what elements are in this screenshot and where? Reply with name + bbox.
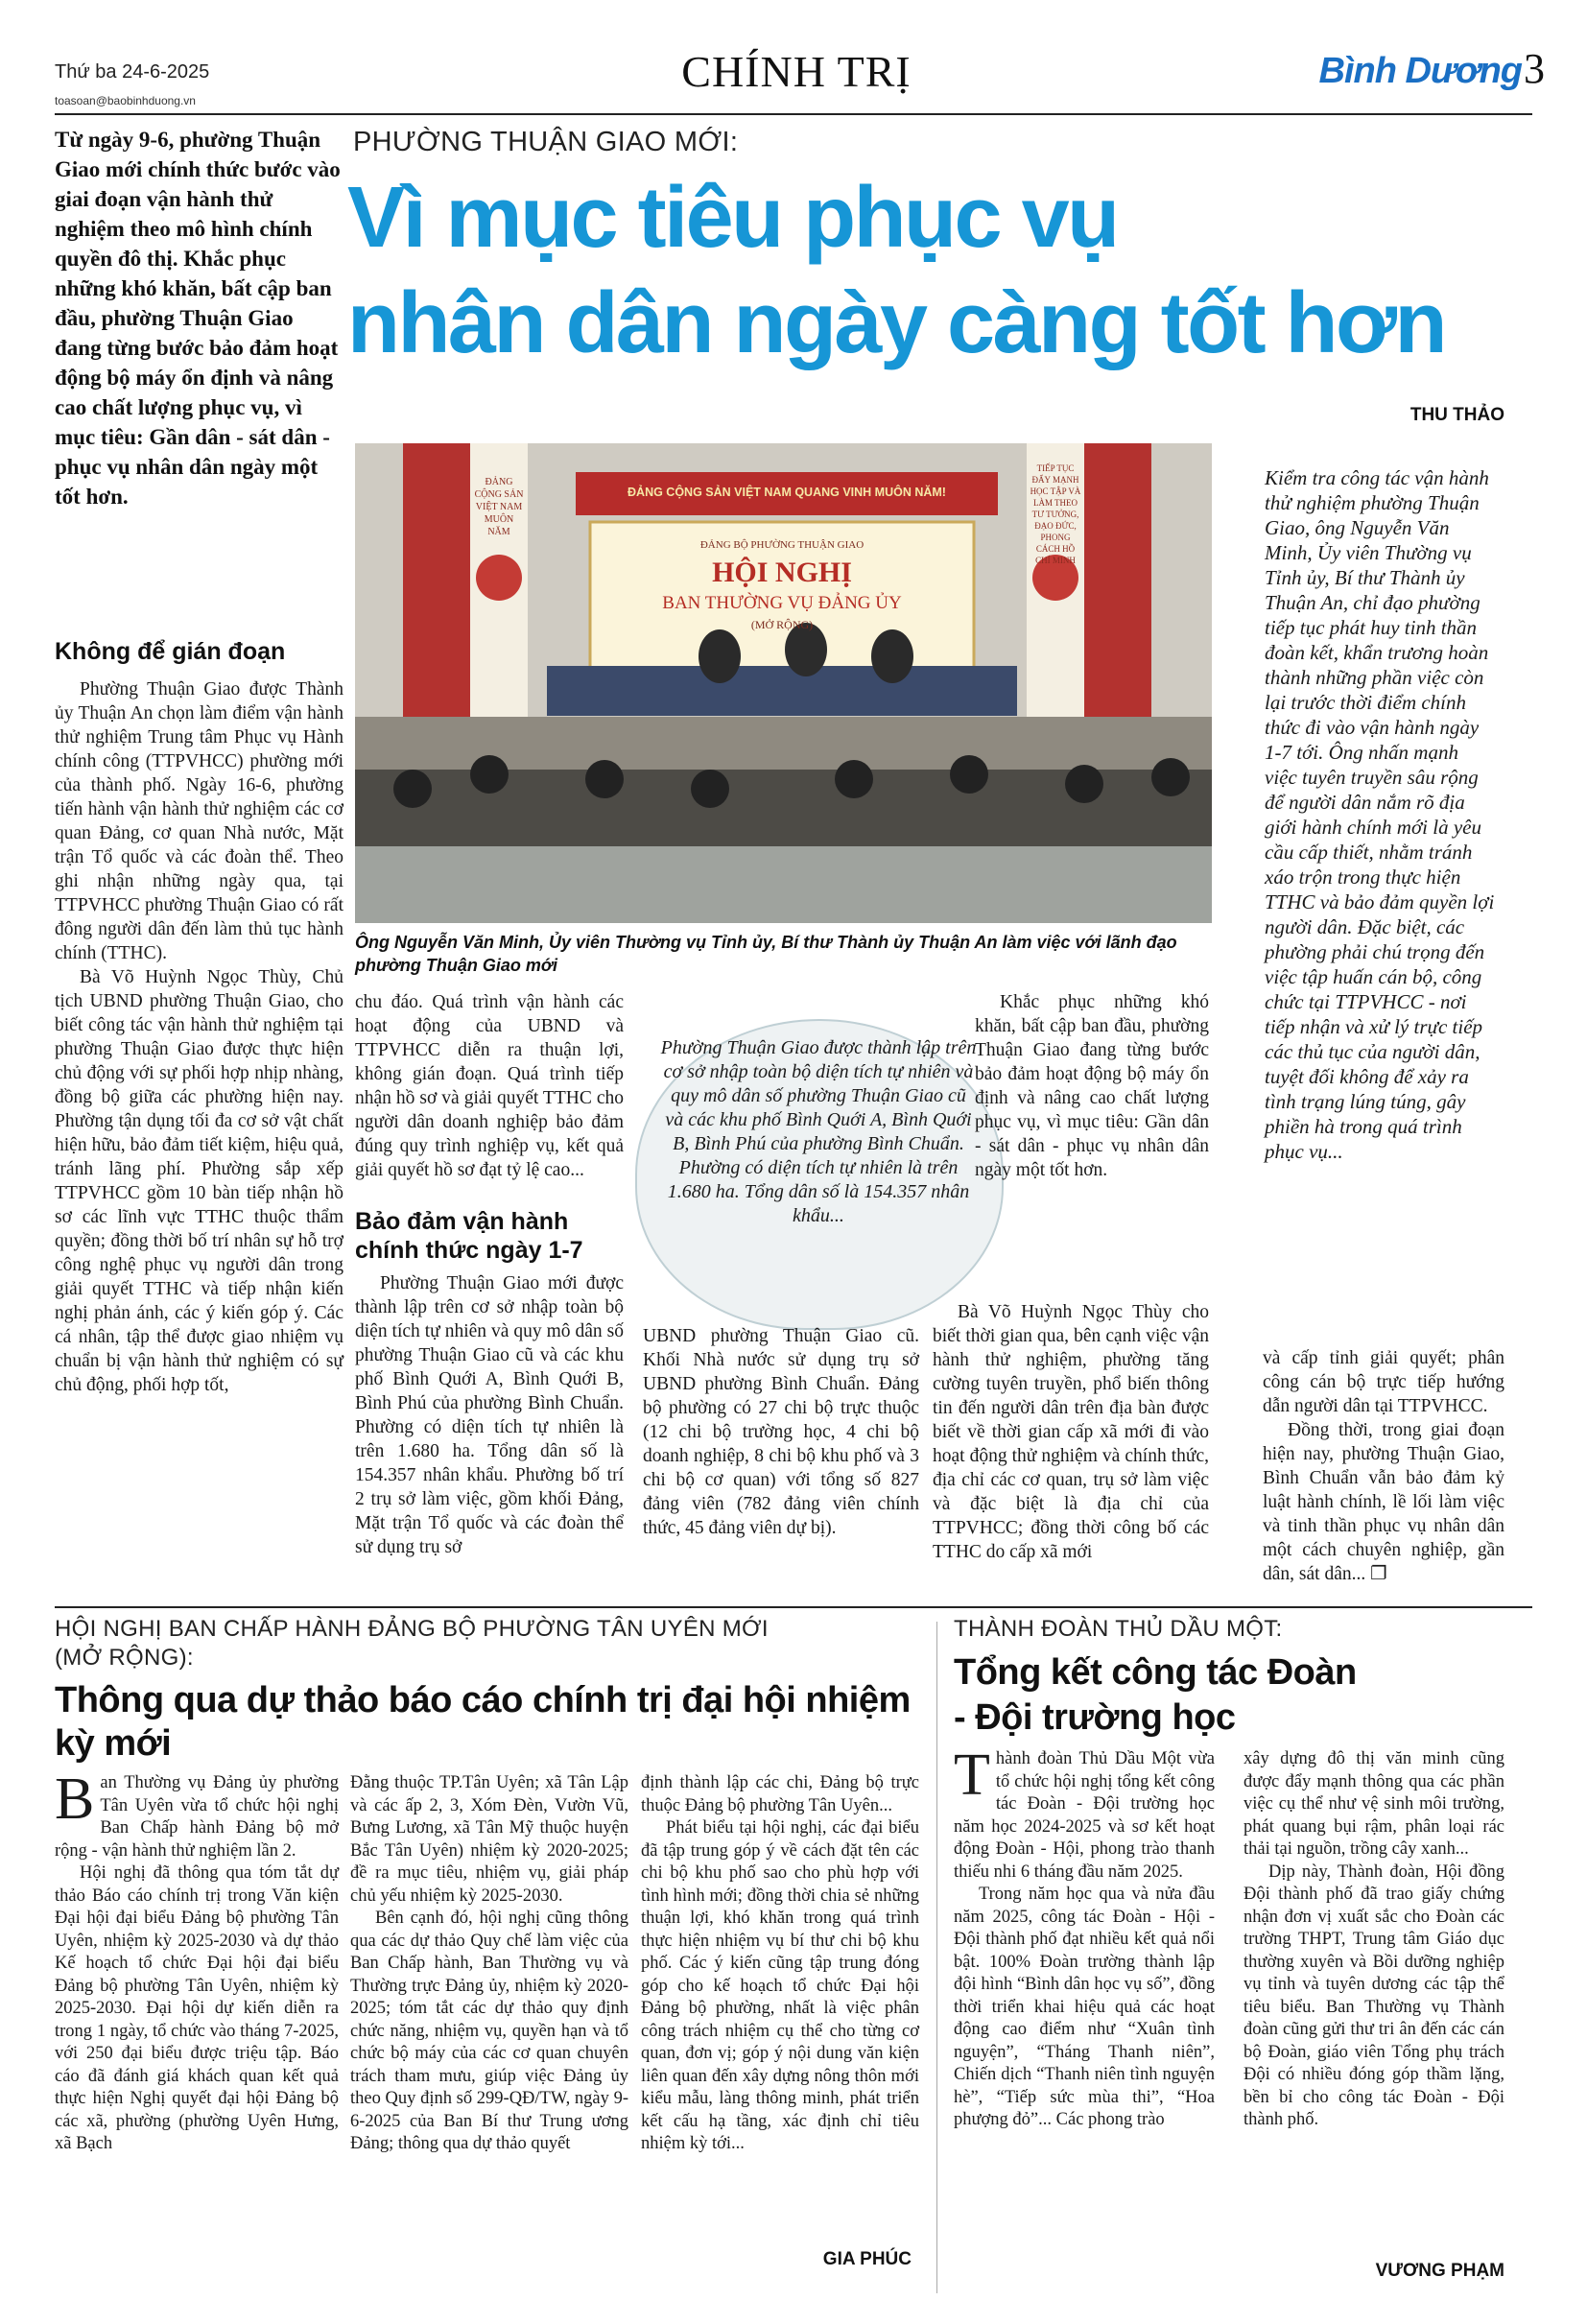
- header-rule: [55, 113, 1532, 115]
- article1-title-line1: Vì mục tiêu phục vụ: [347, 170, 1118, 266]
- paragraph: chu đáo. Quá trình vận hành các hoạt động của UBND và TTPVHCC diễn ra thuận lợi, không gián đoạn. Quá trình tiếp nhận hồ sơ và giải quyết TTHC cho người dân doanh nghiệp bảo đảm đúng quy trình nghiệp vụ, kết quả giải quyết hồ sơ đạt tỷ lệ cao...: [355, 992, 624, 1180]
- paragraph: Dịp này, Thành đoàn, Hội đồng Đội thành phố đã trao giấy chứng nhận đơn vị xuất sắc cho Đoàn các trường THPT, Trung tâm Giáo dục thường xuyên và Bồi dưỡng nghiệp vụ tỉnh và tuyên dương các tập thể tiêu biểu. Ban Thường vụ Thành đoàn cũng gửi thư tri ân đến các cán bộ Đoàn, giáo viên Tổng phụ trách Đội có nhiều đóng góp thầm lặng, bền bỉ cho công tác Đoàn - Đội thành phố.: [1244, 1862, 1504, 2129]
- paragraph: [55, 1767, 339, 1862]
- paragraph: Trong năm học qua và nửa đầu năm 2025, công tác Đoàn - Hội - Đội thành phố đạt nhiều kết quả nổi bật. 100% Đoàn trường thành lập đội hình “Bình dân học vụ số”, đồng thời triển khai hiệu quả các hoạt động cao điểm như “Xuân tình nguyện”, “Tháng Thanh niên”, Chiến dịch “Thanh niên tình nguyện hè”, “Tiếp sức mùa thi”, “Hoa phượng đỏ”... Các phong trào: [954, 1885, 1215, 2129]
- subhead-official-operation: Bảo đảm vận hành chính thức ngày 1-7: [355, 1208, 583, 1264]
- end-mark: ❐: [1370, 1564, 1387, 1584]
- paragraph: UBND phường Thuận Giao cũ. Khối Nhà nước sử dụng trụ sở UBND phường Bình Chuẩn. Đảng bộ phường có 27 chi bộ trực thuộc (12 chi bộ trường học, 4 chi bộ doanh nghiệp, 8 chi bộ khu phố và 3 chi bộ cơ quan) với tổng số 827 đảng viên (782 đảng viên chính thức, 45 đảng viên dự bị).: [643, 1326, 919, 1538]
- brand-name: Bình Dương: [1318, 51, 1522, 91]
- paragraph: Đằng thuộc TP.Tân Uyên; xã Tân Lập và các ấp 2, 3, Xóm Đèn, Vườn Vũ, Bưng Lương, xã Tân Mỹ thuộc huyện Bắc Tân Uyên) nhiệm kỳ 2020-2025; đề ra mục tiêu, nhiệm vụ, giải pháp chủ yếu nhiệm kỳ 2025-2030.: [350, 1773, 628, 1906]
- article2-kicker: HỘI NGHỊ BAN CHẤP HÀNH ĐẢNG BỘ PHƯỜNG TÂN UYÊN MỚI (MỞ RỘNG):: [55, 1616, 769, 1671]
- paragraph: Hội nghị đã thông qua tóm tắt dự thảo Báo cáo chính trị trong Văn kiện Đại hội đại biểu Đảng bộ phường Tân Uyên, nhiệm kỳ 2025-2030 và dự thảo Kế hoạch tổ chức Đại hội đại biểu Đảng bộ phường Tân Uyên, nhiệm kỳ 2025-2030. Đại hội dự kiến diễn ra trong 1 ngày, tổ chức vào tháng 7-2025, với 250 đại biểu được triệu tập. Báo cáo đã đánh giá khách quan kết quả thực hiện Nghị quyết đại hội Đảng bộ các xã, phường (phường Uyên Hưng, xã Bạch: [55, 1863, 339, 2153]
- article1-col3: [643, 1324, 919, 1540]
- article3-col1: [954, 1743, 1215, 2132]
- article3-author: VƯƠNG PHẠM: [1375, 2261, 1504, 2281]
- subhead-no-interruption: Không để gián đoạn: [55, 638, 286, 665]
- article1-col2b: [355, 1271, 624, 1559]
- photo-screen-title: HỘI NGHỊ: [712, 557, 852, 588]
- article3-kicker: THÀNH ĐOÀN THỦ DẦU MỘT:: [954, 1616, 1283, 1642]
- newsroom-email[interactable]: toasoan@baobinhduong.vn: [55, 94, 196, 107]
- section-divider: [55, 1606, 1532, 1608]
- brand-logo: [1286, 44, 1545, 98]
- photo-right-panel: TIẾP TỤC ĐẨY MẠNH HỌC TẬP VÀ LÀM THEO TƯ TƯỞNG, ĐẠO ĐỨC, PHONG CÁCH HỒ CHÍ MINH: [1030, 463, 1081, 565]
- article1-author: THU THẢO: [1409, 405, 1504, 425]
- article2-author: GIA PHÚC: [822, 2249, 912, 2269]
- paragraph-text: hành đoàn Thủ Dầu Một vừa tổ chức hội nghị tổng kết công tác Đoàn - Đội trường học năm học 2024-2025 và sơ kết hoạt động Đoàn - Hội, phong trào thanh thiếu nhi 6 tháng đầu năm 2025.: [954, 1749, 1215, 1882]
- issue-date: Thứ ba 24-6-2025: [55, 61, 210, 83]
- article2-title: Thông qua dự thảo báo cáo chính trị đại hội nhiệm kỳ mới: [55, 1680, 911, 1764]
- paragraph: định thành lập các chi, Đảng bộ trực thuộc Đảng bộ phường Tân Uyên...: [641, 1773, 919, 1815]
- paragraph: [954, 1743, 1215, 1884]
- page-number: 3: [1524, 45, 1545, 92]
- article2-dropcap: B: [55, 1767, 95, 1832]
- article1-title: [347, 165, 1537, 376]
- article1-col2: [355, 990, 624, 1182]
- article3-dropcap: T: [954, 1743, 990, 1808]
- article1-col1: [55, 677, 343, 1397]
- paragraph: xây dựng đô thị văn minh cũng được đẩy mạnh thông qua các phần việc cụ thể như vệ sinh môi trường, phát quang bụi rậm, phân loại rác thải tại nguồn, trồng cây xanh...: [1244, 1749, 1504, 1859]
- article1-col5: [1263, 1346, 1504, 1586]
- article1-col4: [975, 990, 1209, 1182]
- photo-banner-text: ĐẢNG CỘNG SẢN VIỆT NAM QUANG VINH MUÔN NĂM!: [628, 486, 946, 499]
- paragraph-text: an Thường vụ Đảng ủy phường Tân Uyên vừa tổ chức hội nghị Ban Chấp hành Đảng bộ mở rộng - vận hành thử nghiệm lần 2.: [55, 1773, 339, 1861]
- paragraph: Phường Thuận Giao mới được thành lập trên cơ sở nhập toàn bộ diện tích tự nhiên và quy mô dân số phường Thuận Giao cũ và các khu phố Bình Quới A, Bình Quới B, Bình Phú của phường Bình Chuẩn. Phường có diện tích tự nhiên là trên 1.680 ha. Tổng dân số là 154.357 nhân khẩu. Phường bố trí 2 trụ sở làm việc, gồm khối Đảng, Mặt trận Tổ quốc và các đoàn thể sử dụng trụ sở: [355, 1273, 624, 1557]
- paragraph: Khắc phục những khó khăn, bất cập ban đầu, phường Thuận Giao đang từng bước bảo đảm hoạt động bộ máy ổn định và nâng cao chất lượng phục vụ, vì mục tiêu: Gần dân - sát dân - phục vụ nhân dân ngày một tốt hơn.: [975, 992, 1209, 1180]
- column-divider: [936, 1622, 937, 2293]
- paragraph: và cấp tỉnh giải quyết; phân công cán bộ trực tiếp hướng dẫn người dân tại TTPVHCC.: [1263, 1348, 1504, 1416]
- article1-title-line2: nhân dân ngày càng tốt hơn: [347, 275, 1445, 371]
- photo-caption: Ông Nguyễn Văn Minh, Ủy viên Thường vụ Tỉnh ủy, Bí thư Thành ủy Thuận An làm việc với lãnh đạo phường Thuận Giao mới: [355, 933, 1177, 975]
- paragraph: Bà Võ Huỳnh Ngọc Thùy, Chủ tịch UBND phường Thuận Giao, cho biết công tác vận hành thử nghiệm tại phường Thuận Giao được thực hiện chủ động với sự phối hợp nhịp nhàng, đồng bộ giữa các phường hiện nay. Phường tận dụng tối đa cơ sở vật chất hiện hữu, bảo đảm tiết kiệm, hiệu quả, tránh lãng phí. Phường sắp xếp TTPVHCC gồm 10 bàn tiếp nhận hồ sơ các lĩnh vực TTHC thuộc thẩm quyền; đồng thời bố trí nhân sự hỗ trợ công nghệ phục vụ người dân trong giải quyết TTHC và tiếp nhận kiến nghị phản ánh, các ý kiến góp ý. Các cá nhân, tập thể được giao nhiệm vụ chuẩn bị vận hành thử nghiệm có sự chủ động, phối hợp tốt,: [55, 967, 343, 1395]
- sidebar-quote: Kiểm tra công tác vận hành thử nghiệm phường Thuận Giao, ông Nguyễn Văn Minh, Ủy viên Thường vụ Tỉnh ủy, Bí thư Thành ủy Thuận An, chỉ đạo phường tiếp tục phát huy tinh thần đoàn kết, khẩn trương hoàn thành những phần việc còn lại trước thời điểm chính thức đi vào vận hành ngày 1-7 tới. Ông nhấn mạnh việc tuyên truyền sâu rộng để người dân nắm rõ địa giới hành chính mới là yêu cầu cấp thiết, nhằm tránh xáo trộn trong thực hiện TTHC và bảo đảm quyền lợi người dân. Đặc biệt, các phường phải chú trọng đến việc tập huấn cán bộ, công chức tại TTPVHCC - nơi tiếp nhận và xử lý trực tiếp các thủ tục của người dân, tuyệt đối không để xảy ra tình trạng lúng túng, gây phiền hà trong quá trình phục vụ...: [1265, 466, 1495, 1163]
- article2-col1: [55, 1767, 339, 2156]
- article3-title: Tổng kết công tác Đoàn - Đội trường học: [954, 1652, 1357, 1738]
- paragraph-text: Đồng thời, trong giai đoạn hiện nay, phường Thuận Giao, Bình Chuẩn vẫn bảo đảm kỷ luật hành chính, lề lối làm việc và tinh thần phục vụ nhân dân một cách chuyên nghiệp, gần dân, sát dân...: [1263, 1420, 1504, 1584]
- article1-col4b: [933, 1300, 1209, 1564]
- callout-text: Phường Thuận Giao được thành lập trên cơ sở nhập toàn bộ diện tích tự nhiên và quy mô dân số phường Thuận Giao cũ và các khu phố Bình Quới A, Bình Quới B, Bình Phú của phường Bình Chuẩn. Phường có diện tích tự nhiên là trên 1.680 ha. Tổng dân số là 154.357 nhân khẩu...: [660, 1037, 977, 1226]
- lead-paragraph: Từ ngày 9-6, phường Thuận Giao mới chính thức bước vào giai đoạn vận hành thử nghiệm theo mô hình chính quyền đô thị. Khắc phục những khó khăn, bất cập ban đầu, phường Thuận Giao đang từng bước bảo đảm hoạt động bộ máy ổn định và nâng cao chất lượng phục vụ, vì mục tiêu: Gần dân - sát dân - phục vụ nhân dân ngày một tốt hơn.: [55, 128, 341, 509]
- photo-screen-note: (MỞ RỘNG): [750, 618, 814, 631]
- photo-screen-subtitle: BAN THƯỜNG VỤ ĐẢNG ỦY: [662, 593, 902, 613]
- section-title: CHÍNH TRỊ: [681, 47, 912, 96]
- meeting-photo: [355, 443, 1212, 923]
- article3-col2: [1244, 1748, 1504, 2132]
- article2-col3: [641, 1772, 919, 2156]
- photo-left-panel: ĐẢNG CỘNG SẢN VIỆT NAM MUÔN NĂM: [474, 477, 524, 537]
- article1-kicker: PHƯỜNG THUẬN GIAO MỚI:: [353, 127, 739, 157]
- paragraph: Phường Thuận Giao được Thành ủy Thuận An chọn làm điểm vận hành thử nghiệm Trung tâm Phục vụ Hành chính công (TTPVHCC) phường mới của thành phố. Ngày 16-6, phường tiến hành vận hành thử nghiệm các cơ quan Đảng, cơ quan Nhà nước, Mặt trận Tổ quốc và các đoàn thể. Theo ghi nhận những ngày qua, tại TTPVHCC phường Thuận Giao có rất đông người dân đến làm thủ tục hành chính (TTHC).: [55, 679, 343, 963]
- paragraph: Bên cạnh đó, hội nghị cũng thông qua các dự thảo Quy chế làm việc của Ban Chấp hành, Ban Thường vụ và Thường trực Đảng ủy, nhiệm kỳ 2020-2025; tóm tắt các dự thảo quy định chức năng, nhiệm vụ, quyền hạn và tổ chức bộ máy của các cơ quan chuyên trách tham mưu, giúp việc Đảng ủy theo Quy định số 299-QĐ/TW, ngày 9-6-2025 của Ban Bí thư Trung ương Đảng; thông qua dự thảo quyết: [350, 1909, 628, 2153]
- paragraph: [1263, 1418, 1504, 1586]
- article2-col2: [350, 1772, 628, 2156]
- paragraph: Phát biểu tại hội nghị, các đại biểu đã tập trung góp ý về cách đặt tên các chi bộ khu phố sao cho phù hợp với tình hình mới; đồng thời chia sẻ những thuận lợi, khó khăn trong quá trình thực hiện nhiệm vụ bí thư chi bộ khu phố. Các ý kiến cũng tập trung đóng góp cho kế hoạch tổ chức Đại hội Đảng bộ phường, nhất là việc phân công trách nhiệm cụ thể cho từng cơ quan, đơn vị; góp ý nội dung văn kiện liên quan đến xây dựng nông thôn mới kiểu mẫu, làng thông minh, phát triển kết cấu hạ tầng, xác định chỉ tiêu nhiệm kỳ tới...: [641, 1818, 919, 2153]
- paragraph: Bà Võ Huỳnh Ngọc Thùy cho biết thời gian qua, bên cạnh việc vận hành thử nghiệm, phường tăng cường tuyên truyền, phổ biến thông tin đến người dân trên địa bàn được biết về thời gian cấp xã mới đi vào hoạt động thử nghiệm và chính thức, địa chỉ các cơ quan, trụ sở làm việc và đặc biệt là địa chỉ của TTPVHCC; đồng thời công bố các TTHC do cấp xã mới: [933, 1302, 1209, 1562]
- photo-screen-small: ĐẢNG BỘ PHƯỜNG THUẬN GIAO: [699, 539, 865, 551]
